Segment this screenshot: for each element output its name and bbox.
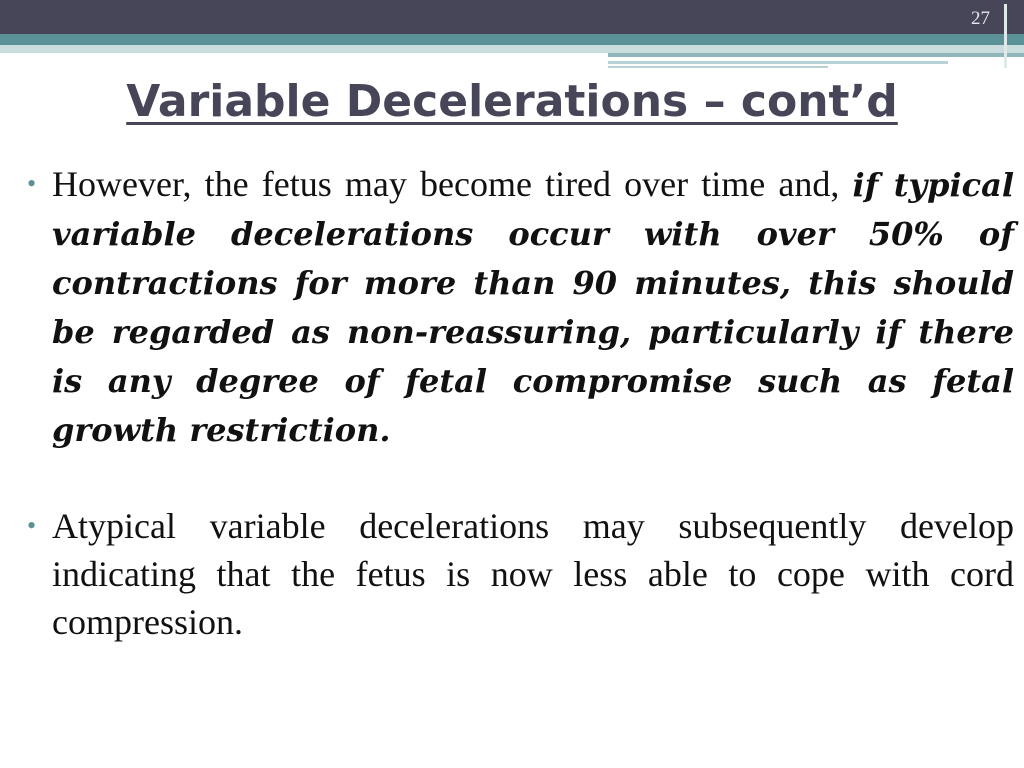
slide-title [0, 76, 1024, 127]
bullet-dot-icon: • [27, 511, 37, 540]
slide-number: 27 [971, 8, 990, 29]
header-accent-line [608, 61, 948, 64]
bullet-text: However, the fetus may become tired over time and, [52, 164, 853, 204]
header-accent-line [608, 53, 1024, 57]
header-bar-dark [0, 0, 1024, 34]
bullet-dot-icon: • [27, 169, 37, 198]
bullet-list [22, 160, 1014, 646]
header-bar-light [0, 45, 1024, 53]
header-edge-line [1004, 4, 1007, 68]
bullet-item [22, 160, 1014, 454]
bullet-emphasis-text: if typical variable decelerations occur with over 50% of contractions for more than 90 minutes, this should be regarded as non-reassuring, particularly if there is any degree of fetal compromise such as fetal growth restriction. [52, 166, 1014, 449]
header-bar-teal [0, 34, 1024, 45]
bullet-item [22, 502, 1014, 646]
bullet-text: Atypical variable decelerations may subsequently develop indicating that the fetus is now less able to cope with cord compression. [52, 506, 1014, 642]
header-accent-line [608, 66, 828, 68]
slide-title-text: Variable Decelerations – cont’d [126, 76, 898, 127]
